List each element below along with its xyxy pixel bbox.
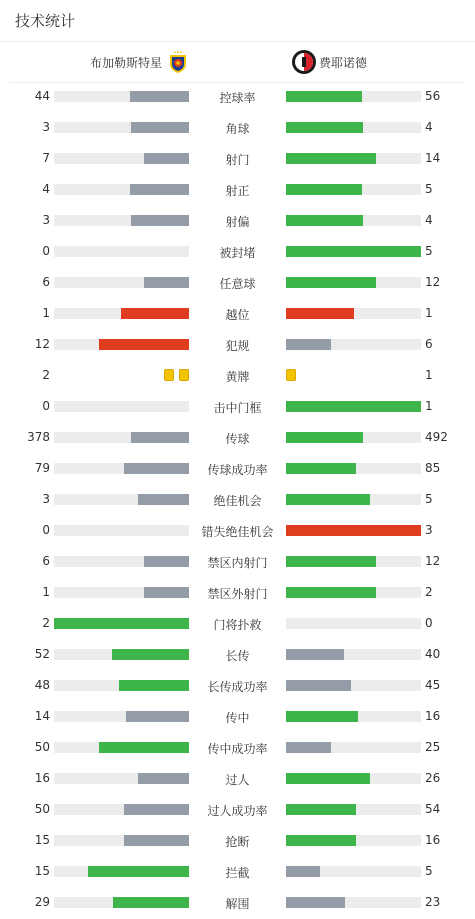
teams-header [9, 42, 466, 83]
stat-row [0, 143, 475, 174]
stat-label: 射正 [225, 184, 250, 198]
home-stat-value: 0 [42, 523, 50, 537]
stat-label: 过人 [225, 773, 250, 787]
stat-label: 控球率 [219, 91, 256, 105]
stat-label: 射门 [225, 153, 250, 167]
home-bar-fill [124, 804, 189, 815]
away-bar-track [286, 649, 421, 660]
stat-label: 抢断 [225, 835, 250, 849]
home-bar-track [54, 866, 189, 877]
away-stat-value: 1 [425, 306, 433, 320]
away-bar-track [286, 897, 421, 908]
away-stat-value: 23 [425, 895, 441, 909]
away-bar-fill [286, 122, 363, 133]
home-bar-track [54, 401, 189, 412]
home-bar-track [54, 277, 189, 288]
yellow-card-icon [179, 369, 189, 381]
away-stat-value: 492 [425, 430, 448, 444]
stat-row [0, 887, 475, 918]
stat-label: 禁区外射门 [207, 587, 268, 601]
stat-row [0, 577, 475, 608]
away-bar-track [286, 835, 421, 846]
away-bar-fill [286, 153, 376, 164]
away-bar-track [286, 680, 421, 691]
home-bar-track [54, 494, 189, 505]
away-stat-value: 0 [425, 616, 433, 630]
home-bar-fill [99, 339, 189, 350]
home-team-logo-icon [168, 50, 188, 74]
away-bar-track [286, 773, 421, 784]
home-stat-value: 3 [42, 120, 50, 134]
stat-row [0, 329, 475, 360]
away-stat-value: 26 [425, 771, 441, 785]
home-stat-value: 44 [34, 89, 50, 103]
home-bar-track [54, 897, 189, 908]
home-bar-track [54, 122, 189, 133]
stat-row [0, 670, 475, 701]
away-stat-value: 5 [425, 182, 433, 196]
home-bar-fill [138, 494, 189, 505]
away-stat-value: 56 [425, 89, 441, 103]
stat-row [0, 484, 475, 515]
away-stat-value: 14 [425, 151, 441, 165]
away-bar-track [286, 277, 421, 288]
away-bar-track [286, 184, 421, 195]
stat-label: 传球成功率 [207, 463, 268, 477]
stats-list [0, 81, 475, 918]
stat-label: 门将扑救 [213, 618, 262, 632]
stat-label: 黄牌 [225, 370, 250, 384]
home-bar-fill [131, 122, 189, 133]
home-stat-value: 79 [34, 461, 50, 475]
away-bar-track [286, 91, 421, 102]
away-bar-fill [286, 897, 345, 908]
home-bar-fill [144, 153, 189, 164]
away-bar-fill [286, 742, 331, 753]
home-bar-fill [124, 835, 189, 846]
home-bar-fill [144, 277, 189, 288]
away-bar-track [286, 246, 421, 257]
stat-label: 被封堵 [219, 246, 256, 260]
away-bar-fill [286, 525, 421, 536]
away-bar-fill [286, 556, 376, 567]
stat-row [0, 391, 475, 422]
home-team-name: 布加勒斯特星 [89, 56, 162, 70]
home-bar-fill [126, 711, 189, 722]
stat-row [0, 267, 475, 298]
stat-label: 射偏 [225, 215, 250, 229]
stat-label: 任意球 [219, 277, 256, 291]
away-bar-track [286, 308, 421, 319]
away-bar-track [286, 525, 421, 536]
home-bar-track [54, 339, 189, 350]
away-stat-value: 5 [425, 244, 433, 258]
home-stat-value: 15 [34, 864, 50, 878]
home-stat-value: 3 [42, 492, 50, 506]
home-bar-fill [131, 432, 189, 443]
stat-row [0, 701, 475, 732]
stat-row [0, 515, 475, 546]
away-bar-track [286, 556, 421, 567]
away-bar-fill [286, 246, 421, 257]
home-bar-track [54, 153, 189, 164]
home-bar-fill [130, 91, 189, 102]
header [0, 0, 475, 42]
away-stat-value: 4 [425, 120, 433, 134]
home-stat-value: 50 [34, 740, 50, 754]
away-bar-track [286, 618, 421, 629]
stat-label: 过人成功率 [207, 804, 268, 818]
home-bar-track [54, 587, 189, 598]
away-stat-value: 12 [425, 554, 441, 568]
home-stat-value: 48 [34, 678, 50, 692]
stat-row [0, 298, 475, 329]
away-stat-value: 25 [425, 740, 441, 754]
home-bar-fill [88, 866, 189, 877]
stat-row [0, 453, 475, 484]
away-bar-track [286, 494, 421, 505]
away-bar-fill [286, 215, 363, 226]
away-bar-fill [286, 432, 363, 443]
away-bar-track [286, 711, 421, 722]
away-stat-value: 5 [425, 864, 433, 878]
away-stat-value: 16 [425, 833, 441, 847]
away-bar-fill [286, 773, 370, 784]
away-stat-value: 1 [425, 399, 433, 413]
stat-row [0, 81, 475, 112]
stat-row [0, 112, 475, 143]
stat-row [0, 794, 475, 825]
stat-row [0, 422, 475, 453]
home-stat-value: 1 [42, 585, 50, 599]
home-bar-fill [112, 649, 189, 660]
home-bar-fill [54, 618, 189, 629]
away-bar-track [286, 463, 421, 474]
stat-row [0, 856, 475, 887]
stat-label: 传中成功率 [207, 742, 268, 756]
home-bar-track [54, 184, 189, 195]
home-bar-track [54, 649, 189, 660]
stat-label: 击中门框 [213, 401, 262, 415]
away-bar-track [286, 804, 421, 815]
away-bar-fill [286, 308, 354, 319]
yellow-card-icon [164, 369, 174, 381]
home-stat-value: 0 [42, 244, 50, 258]
away-stat-value: 3 [425, 523, 433, 537]
away-bar-fill [286, 649, 344, 660]
home-bar-track [54, 246, 189, 257]
away-bar-track [286, 215, 421, 226]
away-stat-value: 12 [425, 275, 441, 289]
away-bar-fill [286, 866, 320, 877]
away-stat-value: 40 [425, 647, 441, 661]
home-stat-value: 6 [42, 275, 50, 289]
away-bar-track [286, 401, 421, 412]
away-bar-track [286, 153, 421, 164]
away-stat-value: 16 [425, 709, 441, 723]
home-stat-value: 29 [34, 895, 50, 909]
home-bar-track [54, 525, 189, 536]
away-bar-track [286, 339, 421, 350]
away-bar-fill [286, 587, 376, 598]
home-stat-value: 4 [42, 182, 50, 196]
home-stat-value: 2 [42, 368, 50, 382]
home-stat-value: 2 [42, 616, 50, 630]
yellow-card-icon [286, 369, 296, 381]
home-bar-track [54, 463, 189, 474]
home-bar-fill [138, 773, 189, 784]
away-bar-fill [286, 401, 421, 412]
home-stat-value: 0 [42, 399, 50, 413]
home-stat-value: 12 [34, 337, 50, 351]
stat-row [0, 608, 475, 639]
stat-label: 解围 [225, 897, 250, 911]
home-bar-fill [124, 463, 189, 474]
home-bar-track [54, 742, 189, 753]
home-bar-fill [144, 587, 189, 598]
home-stat-value: 50 [34, 802, 50, 816]
away-stat-value: 85 [425, 461, 441, 475]
away-team-logo-icon [291, 49, 317, 75]
away-bar-fill [286, 494, 370, 505]
stat-row [0, 205, 475, 236]
stat-row [0, 360, 475, 391]
home-stat-value: 378 [27, 430, 50, 444]
home-bar-track [54, 773, 189, 784]
away-stat-value: 5 [425, 492, 433, 506]
home-bar-fill [113, 897, 189, 908]
home-bar-track [54, 432, 189, 443]
away-bar-fill [286, 463, 356, 474]
home-stat-value: 14 [34, 709, 50, 723]
stat-label: 越位 [225, 308, 250, 322]
home-bar-fill [121, 308, 189, 319]
home-bar-track [54, 835, 189, 846]
home-bar-track [54, 711, 189, 722]
stat-row [0, 546, 475, 577]
away-bar-fill [286, 804, 356, 815]
home-bar-track [54, 215, 189, 226]
away-stat-value: 54 [425, 802, 441, 816]
home-bar-fill [144, 556, 189, 567]
away-bar-fill [286, 277, 376, 288]
home-stat-value: 6 [42, 554, 50, 568]
away-bar-fill [286, 711, 358, 722]
stat-row [0, 236, 475, 267]
away-bar-track [286, 866, 421, 877]
stat-label: 传中 [225, 711, 250, 725]
stat-row [0, 732, 475, 763]
away-stat-value: 45 [425, 678, 441, 692]
stat-label: 传球 [225, 432, 250, 446]
home-bar-track [54, 680, 189, 691]
home-bar-fill [131, 215, 189, 226]
away-stat-value: 1 [425, 368, 433, 382]
home-stat-value: 16 [34, 771, 50, 785]
away-bar-fill [286, 184, 362, 195]
home-bar-fill [130, 184, 189, 195]
stat-label: 长传 [225, 649, 250, 663]
stat-row [0, 639, 475, 670]
away-bar-track [286, 122, 421, 133]
stat-row [0, 763, 475, 794]
stat-label: 犯规 [225, 339, 250, 353]
home-stat-value: 1 [42, 306, 50, 320]
away-bar-track [286, 432, 421, 443]
home-bar-track [54, 618, 189, 629]
home-bar-track [54, 556, 189, 567]
stat-label: 错失绝佳机会 [201, 525, 274, 539]
home-stat-value: 15 [34, 833, 50, 847]
away-bar-track [286, 742, 421, 753]
stat-label: 角球 [225, 122, 250, 136]
away-bar-fill [286, 339, 331, 350]
stat-label: 拦截 [225, 866, 250, 880]
home-stat-value: 3 [42, 213, 50, 227]
home-bar-fill [99, 742, 189, 753]
page-title: 技术统计 [15, 12, 76, 30]
away-stat-value: 6 [425, 337, 433, 351]
home-bar-fill [119, 680, 189, 691]
away-bar-fill [286, 835, 356, 846]
stat-label: 长传成功率 [207, 680, 268, 694]
stat-label: 禁区内射门 [207, 556, 268, 570]
away-stat-value: 2 [425, 585, 433, 599]
home-stat-value: 7 [42, 151, 50, 165]
home-bar-track [54, 308, 189, 319]
home-bar-track [54, 804, 189, 815]
away-bar-fill [286, 91, 362, 102]
away-team-name: 费耶诺德 [319, 56, 368, 70]
away-stat-value: 4 [425, 213, 433, 227]
away-bar-track [286, 587, 421, 598]
stat-label: 绝佳机会 [213, 494, 262, 508]
stat-row [0, 174, 475, 205]
stat-row [0, 825, 475, 856]
away-bar-fill [286, 680, 351, 691]
home-stat-value: 52 [34, 647, 50, 661]
home-bar-track [54, 91, 189, 102]
